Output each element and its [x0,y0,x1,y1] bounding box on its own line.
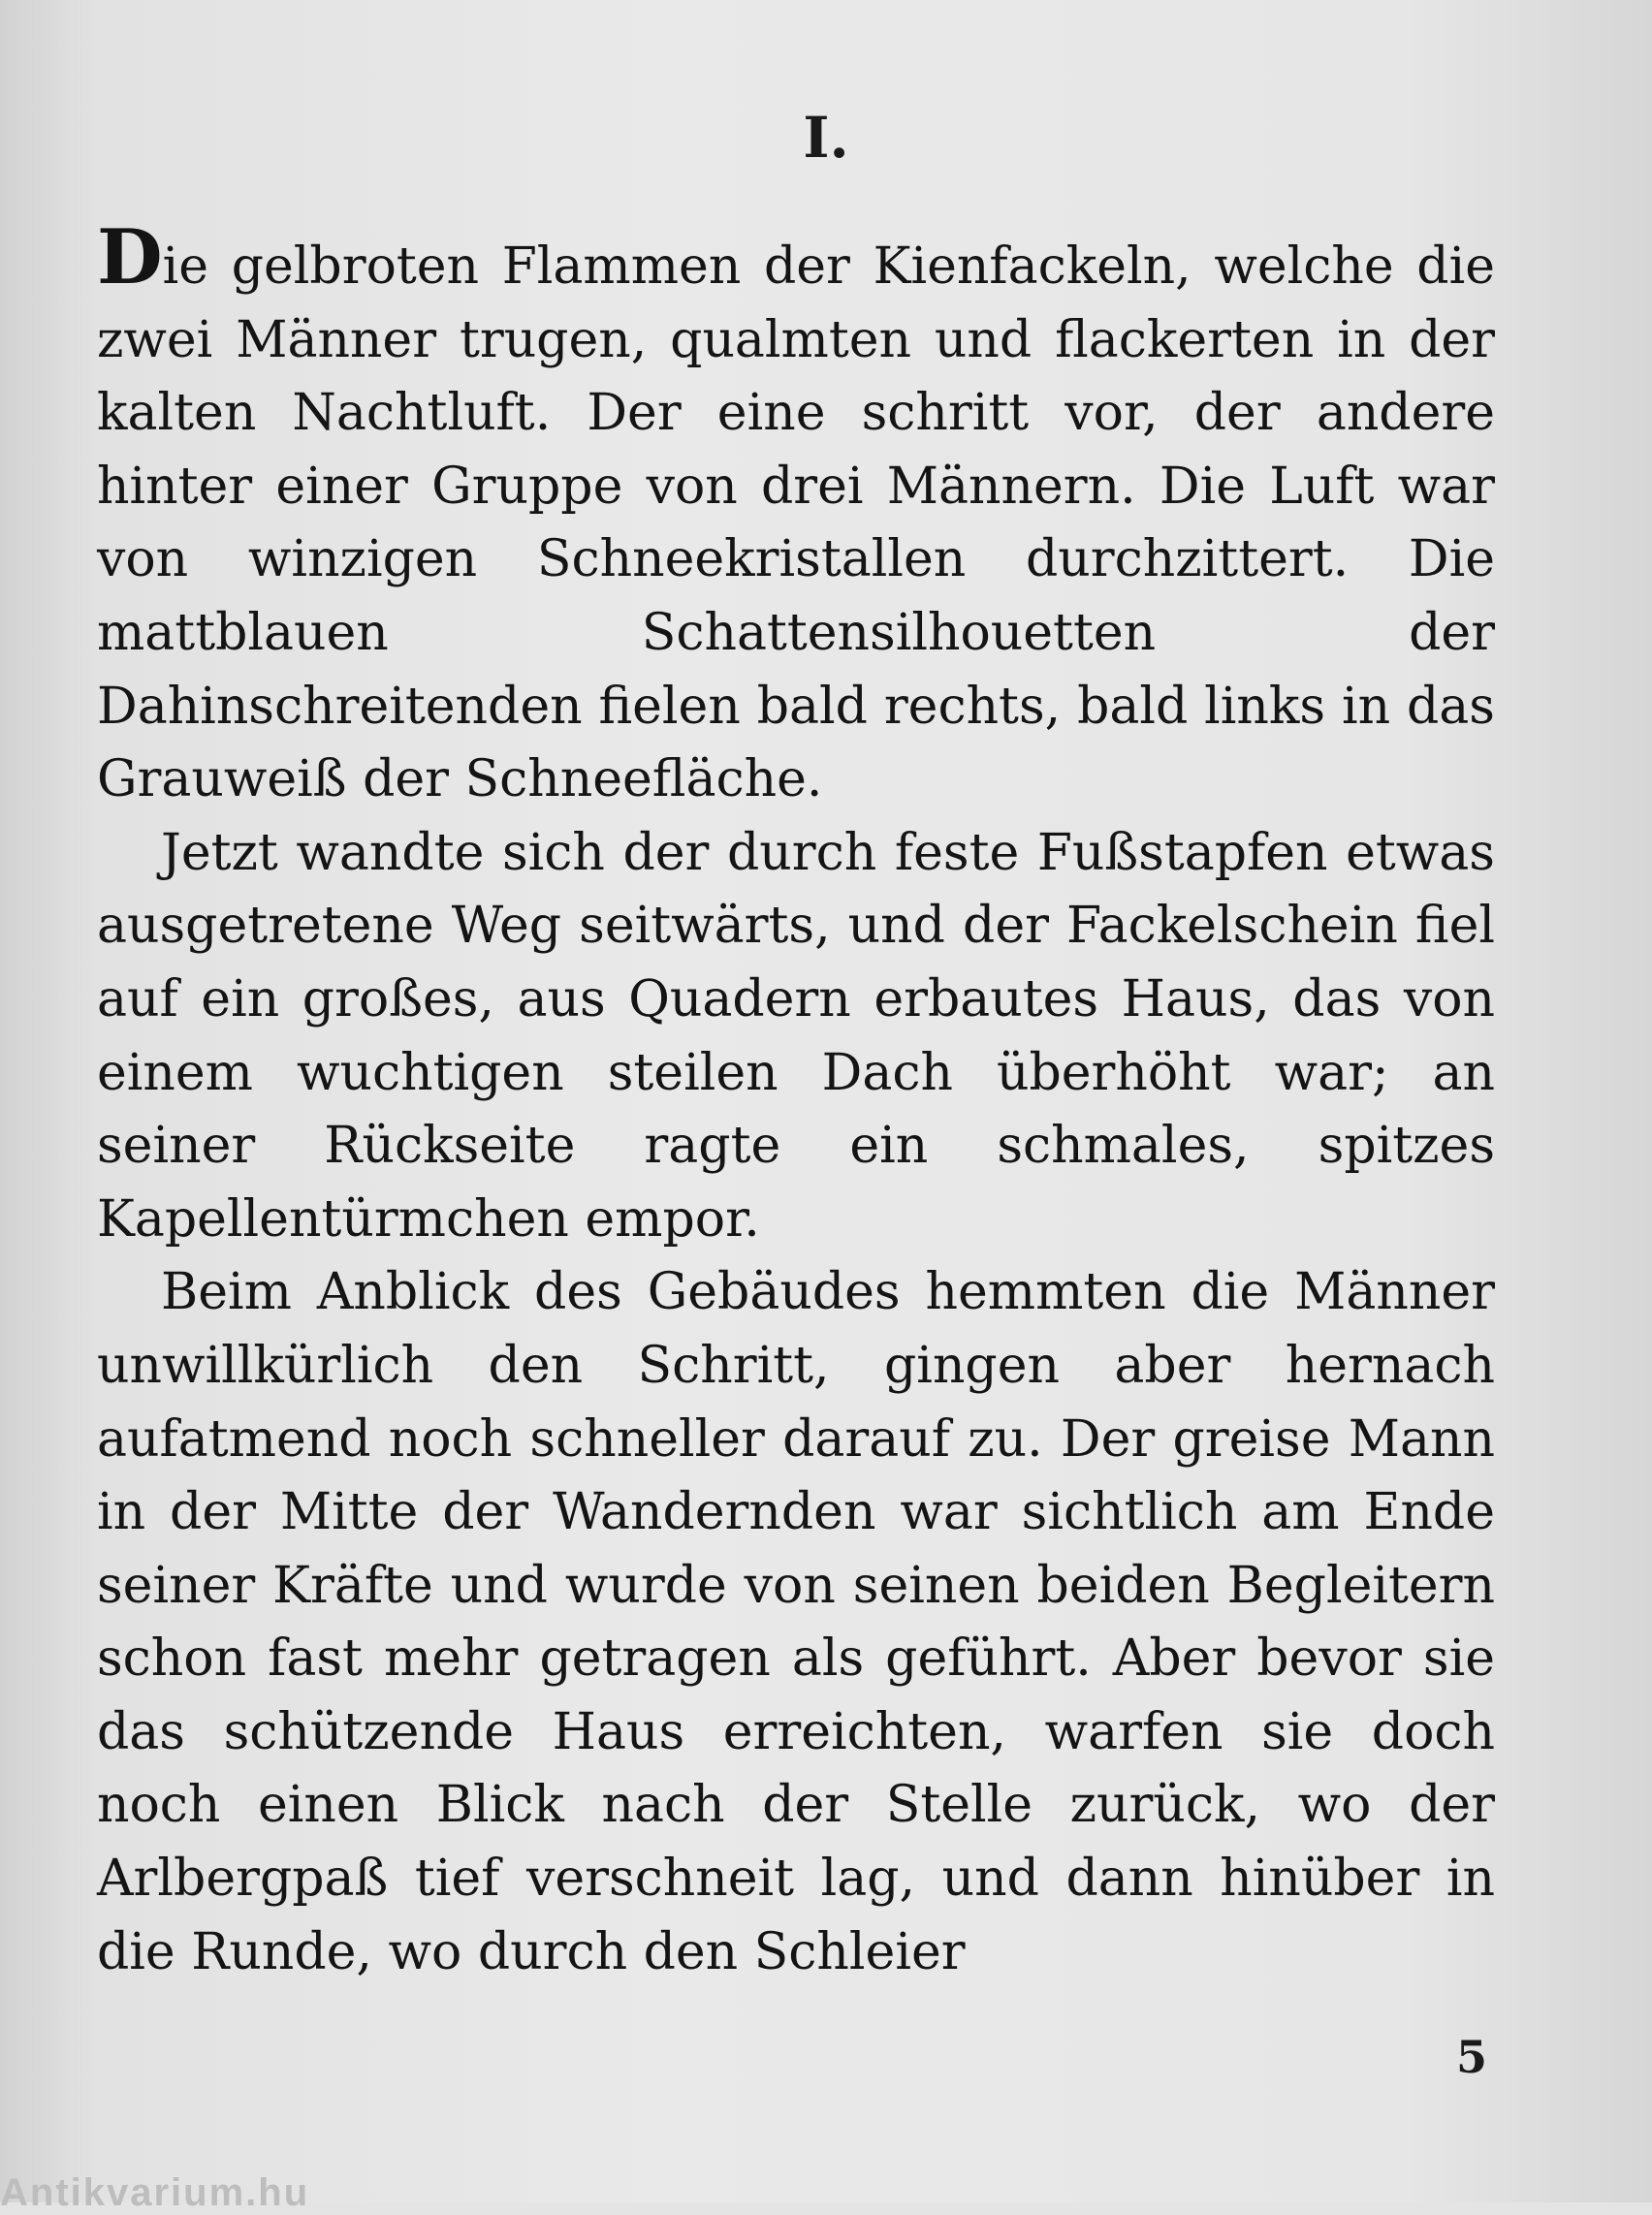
chapter-heading: I. [803,105,849,171]
body-text [97,213,1495,1989]
page-number: 5 [1455,2031,1487,2083]
paragraph-3: Beim Anblick des Gebäudes hemmten die Männer unwillkürlich den Schritt, gingen aber hernach aufatmend noch schneller darauf zu. Der greise Mann in der Mitte der Wandernden war sichtlich am Ende seiner Kräfte und wurde von seinen beiden Begleitern schon fast mehr getragen als geführt. Aber bevor sie das schützende Haus erreichten, warfen sie doch noch einen Blick nach der Stelle zurück, wo der Arlbergpaß tief verschneit lag, und dann hinüber in die Runde, wo durch den Schleier [97,1263,1495,1981]
paragraph-1-text: ie gelbroten Flammen der Kienfackeln, welche die zwei Männer trugen, qualmten und flackerten in der kalten Nachtluft. Der eine schritt vor, der andere hinter einer Gruppe von drei Männern. Die Luft war von winzigen Schneekristallen durchzittert. Die mattblauen Schattensilhouetten der Dahinschreitenden fielen bald rechts, bald links in das Grauweiß der Schneefläche. [97,237,1495,809]
paragraph-1 [97,213,1495,817]
drop-cap-initial: D [97,213,163,301]
paragraph-2: Jetzt wandte sich der durch feste Fußstapfen etwas ausgetretene Weg seitwärts, und der Fackelschein fiel auf ein großes, aus Quadern erbautes Haus, das von einem wuchtigen steilen Dach überhöht war; an seiner Rückseite ragte ein schmales, spitzes Kapellentürmchen empor. [97,823,1495,1249]
watermark: Antikvarium.hu [0,2171,310,2214]
